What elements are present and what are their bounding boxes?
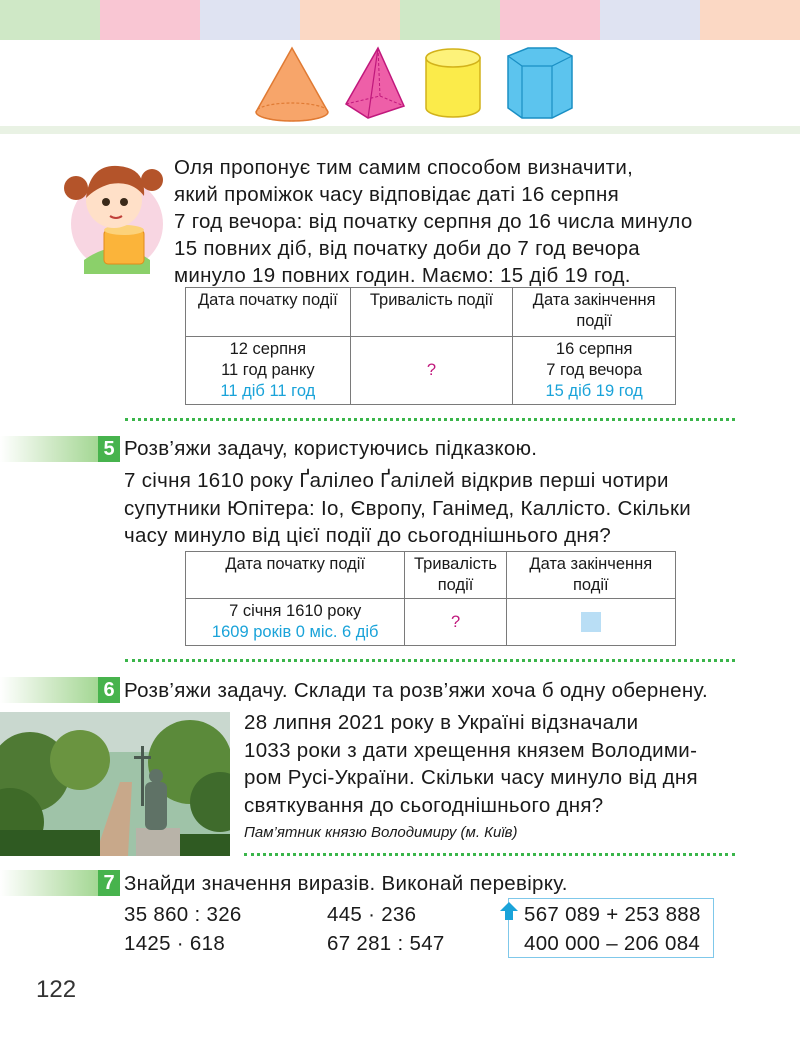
strip-segment xyxy=(700,0,800,40)
band-edge xyxy=(0,126,800,134)
task6-line: ром Русі-України. Скільки часу минуло від дня xyxy=(244,766,698,789)
start-date: 12 серпня xyxy=(229,340,307,358)
task-number: 6 xyxy=(98,677,120,703)
task-number-tab xyxy=(0,870,120,896)
end-cell xyxy=(513,337,676,405)
page-number: 122 xyxy=(36,976,77,1003)
shapes-illustration xyxy=(250,46,580,124)
task-number: 5 xyxy=(98,436,120,462)
start-elapsed: 1609 років 0 міс. 6 діб xyxy=(211,623,379,641)
girl-avatar xyxy=(62,150,168,274)
header-cell: Дата закінчення події xyxy=(506,552,675,599)
strip-segment xyxy=(600,0,700,40)
photo-caption: Пам’ятник князю Володимиру (м. Київ) xyxy=(244,824,518,841)
strip-segment xyxy=(400,0,500,40)
blank-square-icon xyxy=(581,612,601,632)
task5-title: Розв’яжи задачу, користуючись підказкою. xyxy=(124,437,538,460)
section-divider xyxy=(244,853,735,856)
duration-cell xyxy=(405,599,506,646)
header-cell: Тривалість події xyxy=(405,552,506,599)
strip-segment xyxy=(0,0,100,40)
question-mark: ? xyxy=(450,612,461,631)
intro-line: 7 год вечора: від початку серпня до 16 числа минуло xyxy=(174,210,693,233)
end-time: 7 год вечора xyxy=(546,361,643,379)
cone-icon xyxy=(256,48,328,121)
expression: 445 · 236 xyxy=(327,903,417,926)
strip-segment xyxy=(500,0,600,40)
task6-line: святкування до сьогоднішнього дня? xyxy=(244,793,604,817)
cylinder-icon xyxy=(426,49,480,117)
intro-line: минуло 19 повних годин. Маємо: 15 діб 19 год. xyxy=(174,264,631,287)
task5-line: супутники Юпітера: Іо, Європу, Ганімед, Каллісто. Скільки xyxy=(124,496,691,520)
expression: 67 281 : 547 xyxy=(327,932,445,955)
expression: 1425 · 618 xyxy=(124,932,226,955)
task6-line: 1033 роки з дати хрещення князем Володими- xyxy=(244,738,698,762)
task5-text xyxy=(124,467,691,550)
expression: 400 000 – 206 084 xyxy=(524,932,701,955)
task5-table xyxy=(185,551,676,646)
task5-line: часу минуло від цієї події до сьогоднішнього дня? xyxy=(124,524,612,547)
question-mark: ? xyxy=(426,361,437,379)
monument-photo xyxy=(0,712,230,856)
end-cell xyxy=(506,599,675,646)
task-number-tab xyxy=(0,677,120,703)
task5-line: 7 січня 1610 року Ґалілео Ґалілей відкрив перші чотири xyxy=(124,469,669,492)
intro-line: Оля пропонує тим самим способом визначити, xyxy=(174,156,634,179)
section-divider xyxy=(125,659,735,662)
start-elapsed: 11 діб 11 год xyxy=(220,382,316,400)
expression: 567 089 + 253 888 xyxy=(524,903,701,926)
end-elapsed: 15 діб 19 год xyxy=(545,382,643,400)
start-date: 7 січня 1610 року xyxy=(229,602,362,620)
task-number: 7 xyxy=(98,870,120,896)
pyramid-icon xyxy=(346,48,404,118)
table-header-row xyxy=(186,552,676,599)
strip-segment xyxy=(100,0,200,40)
section-divider xyxy=(125,418,735,421)
strip-segment xyxy=(300,0,400,40)
task6-line: 28 липня 2021 року в Україні відзначали xyxy=(244,711,639,734)
start-cell xyxy=(186,599,405,646)
arrow-up-icon xyxy=(499,901,519,921)
table-row xyxy=(186,337,676,405)
header-cell: Дата початку події xyxy=(186,552,405,599)
header-cell: Тривалість події xyxy=(350,288,513,337)
strip-segment xyxy=(200,0,300,40)
end-date: 16 серпня xyxy=(555,340,633,358)
header-cell: Дата закінчення події xyxy=(513,288,676,337)
intro-line: який проміжок часу відповідає даті 16 серпня xyxy=(174,183,619,206)
start-time: 11 год ранку xyxy=(221,361,315,379)
task7-title: Знайди значення виразів. Виконай перевірку. xyxy=(124,872,568,895)
start-cell xyxy=(186,337,351,405)
intro-line: 15 повних діб, від початку доби до 7 год вечора xyxy=(174,237,640,260)
intro-paragraph xyxy=(174,154,693,289)
intro-table xyxy=(185,287,676,405)
duration-cell xyxy=(350,337,513,405)
header-cell: Дата початку події xyxy=(186,288,351,337)
table-row xyxy=(186,599,676,646)
task6-text xyxy=(244,709,698,819)
prism-icon xyxy=(508,48,572,118)
task6-title: Розв’яжи задачу. Склади та розв’яжи хоча б одну обернену. xyxy=(124,679,708,702)
expression: 35 860 : 326 xyxy=(124,903,242,926)
task-number-tab xyxy=(0,436,120,462)
table-header-row xyxy=(186,288,676,337)
